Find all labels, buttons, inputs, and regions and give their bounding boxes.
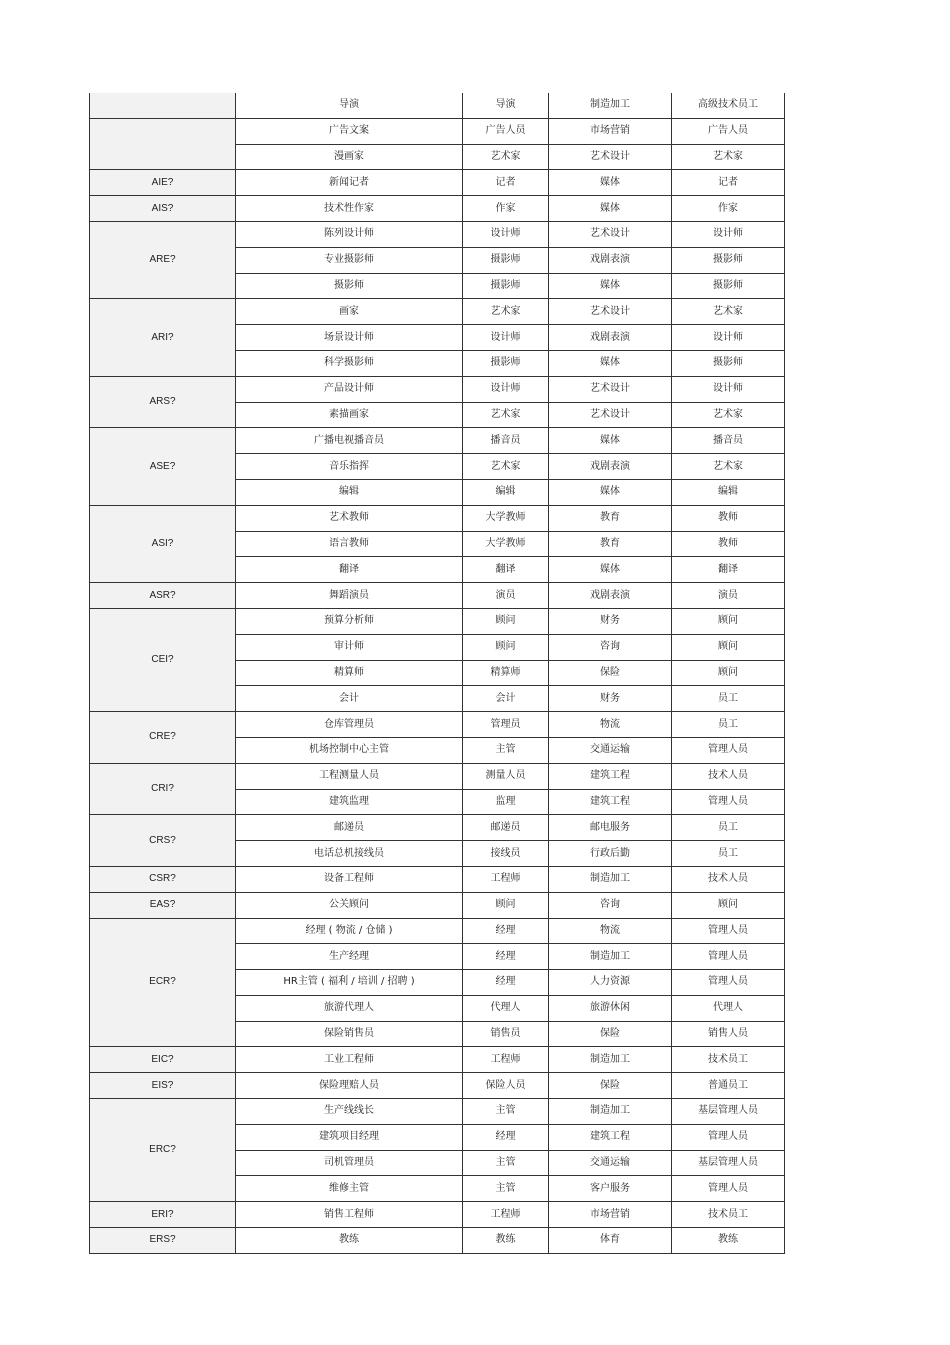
level-cell: 艺术家	[672, 402, 785, 428]
job-title-cell: 邮递员	[236, 815, 463, 841]
job-title-cell: 电话总机接线员	[236, 841, 463, 867]
industry-cell: 媒体	[549, 273, 672, 299]
industry-cell: 建筑工程	[549, 1124, 672, 1150]
level-cell: 技术员工	[672, 1202, 785, 1228]
industry-cell: 媒体	[549, 479, 672, 505]
industry-cell: 建筑工程	[549, 789, 672, 815]
level-cell: 设计师	[672, 376, 785, 402]
position-cell: 经理	[463, 970, 549, 996]
holland-code-cell: CRS?	[90, 815, 236, 867]
level-cell: 设计师	[672, 221, 785, 247]
position-cell: 销售员	[463, 1021, 549, 1047]
level-cell: 普通员工	[672, 1073, 785, 1099]
industry-cell: 物流	[549, 918, 672, 944]
holland-code-cell: AIE?	[90, 170, 236, 196]
position-cell: 经理	[463, 944, 549, 970]
job-title-cell: 生产经理	[236, 944, 463, 970]
job-title-cell: 艺术教师	[236, 505, 463, 531]
job-title-cell: HR主管 ( 福利 / 培训 / 招聘 )	[236, 970, 463, 996]
table-row	[90, 196, 785, 222]
holland-code-cell: CRE?	[90, 712, 236, 764]
industry-cell: 媒体	[549, 557, 672, 583]
industry-cell: 财务	[549, 686, 672, 712]
job-title-cell: 经理 ( 物流 / 仓储 )	[236, 918, 463, 944]
industry-cell: 人力资源	[549, 970, 672, 996]
table-row	[90, 608, 785, 634]
table-row	[90, 505, 785, 531]
level-cell: 作家	[672, 196, 785, 222]
industry-cell: 媒体	[549, 428, 672, 454]
holland-code-cell: EAS?	[90, 892, 236, 918]
level-cell: 基层管理人员	[672, 1099, 785, 1125]
industry-cell: 教育	[549, 531, 672, 557]
level-cell: 管理人员	[672, 737, 785, 763]
job-title-cell: 工程测量人员	[236, 763, 463, 789]
job-title-cell: 旅游代理人	[236, 995, 463, 1021]
table-row	[90, 118, 785, 144]
level-cell: 演员	[672, 583, 785, 609]
position-cell: 工程师	[463, 1202, 549, 1228]
level-cell: 技术人员	[672, 763, 785, 789]
job-title-cell: 保险理赔人员	[236, 1073, 463, 1099]
level-cell: 顾问	[672, 608, 785, 634]
position-cell: 顾问	[463, 892, 549, 918]
holland-code-cell: ASE?	[90, 428, 236, 505]
holland-code-cell	[90, 118, 236, 170]
holland-code-cell: EIS?	[90, 1073, 236, 1099]
position-cell: 设计师	[463, 376, 549, 402]
level-cell: 高级技术员工	[672, 93, 785, 118]
job-title-cell: 机场控制中心主管	[236, 737, 463, 763]
industry-cell: 交通运输	[549, 737, 672, 763]
level-cell: 顾问	[672, 892, 785, 918]
level-cell: 销售人员	[672, 1021, 785, 1047]
level-cell: 播音员	[672, 428, 785, 454]
level-cell: 顾问	[672, 660, 785, 686]
industry-cell: 艺术设计	[549, 221, 672, 247]
job-title-cell: 公关顾问	[236, 892, 463, 918]
position-cell: 摄影师	[463, 273, 549, 299]
job-title-cell: 仓库管理员	[236, 712, 463, 738]
industry-cell: 物流	[549, 712, 672, 738]
industry-cell: 行政后勤	[549, 841, 672, 867]
holland-code-cell: ASR?	[90, 583, 236, 609]
position-cell: 设计师	[463, 325, 549, 351]
industry-cell: 保险	[549, 1073, 672, 1099]
job-title-cell: 语言教师	[236, 531, 463, 557]
table-row	[90, 428, 785, 454]
position-cell: 播音员	[463, 428, 549, 454]
position-cell: 会计	[463, 686, 549, 712]
table-row	[90, 712, 785, 738]
industry-cell: 制造加工	[549, 866, 672, 892]
table-row	[90, 1073, 785, 1099]
holland-code-cell: AIS?	[90, 196, 236, 222]
industry-cell: 教育	[549, 505, 672, 531]
job-title-cell: 音乐指挥	[236, 454, 463, 480]
job-title-cell: 场景设计师	[236, 325, 463, 351]
position-cell: 艺术家	[463, 454, 549, 480]
industry-cell: 制造加工	[549, 944, 672, 970]
industry-cell: 财务	[549, 608, 672, 634]
industry-cell: 邮电服务	[549, 815, 672, 841]
table-row	[90, 1047, 785, 1073]
job-title-cell: 导演	[236, 93, 463, 118]
position-cell: 顾问	[463, 634, 549, 660]
position-cell: 艺术家	[463, 299, 549, 325]
position-cell: 工程师	[463, 1047, 549, 1073]
industry-cell: 建筑工程	[549, 763, 672, 789]
industry-cell: 保险	[549, 1021, 672, 1047]
industry-cell: 戏剧表演	[549, 454, 672, 480]
level-cell: 艺术家	[672, 299, 785, 325]
table-row	[90, 892, 785, 918]
job-title-cell: 广告文案	[236, 118, 463, 144]
table-row	[90, 170, 785, 196]
job-title-cell: 预算分析师	[236, 608, 463, 634]
position-cell: 设计师	[463, 221, 549, 247]
level-cell: 员工	[672, 815, 785, 841]
industry-cell: 保险	[549, 660, 672, 686]
table-row	[90, 583, 785, 609]
holland-code-cell: ERC?	[90, 1099, 236, 1202]
job-title-cell: 科学摄影师	[236, 350, 463, 376]
industry-cell: 戏剧表演	[549, 325, 672, 351]
job-title-cell: 摄影师	[236, 273, 463, 299]
position-cell: 主管	[463, 1099, 549, 1125]
table-row	[90, 1099, 785, 1125]
job-title-cell: 建筑监理	[236, 789, 463, 815]
holland-code-cell: ARS?	[90, 376, 236, 428]
position-cell: 教练	[463, 1228, 549, 1254]
holland-code-cell: EIC?	[90, 1047, 236, 1073]
table-row	[90, 93, 785, 118]
level-cell: 管理人员	[672, 918, 785, 944]
holland-code-cell: CEI?	[90, 608, 236, 711]
level-cell: 技术员工	[672, 1047, 785, 1073]
position-cell: 记者	[463, 170, 549, 196]
level-cell: 管理人员	[672, 789, 785, 815]
industry-cell: 市场营销	[549, 1202, 672, 1228]
table-row	[90, 763, 785, 789]
industry-cell: 客户服务	[549, 1176, 672, 1202]
job-title-cell: 设备工程师	[236, 866, 463, 892]
level-cell: 员工	[672, 841, 785, 867]
position-cell: 导演	[463, 93, 549, 118]
level-cell: 广告人员	[672, 118, 785, 144]
job-title-cell: 广播电视播音员	[236, 428, 463, 454]
industry-cell: 媒体	[549, 170, 672, 196]
job-title-cell: 销售工程师	[236, 1202, 463, 1228]
position-cell: 编辑	[463, 479, 549, 505]
holland-code-cell: CRI?	[90, 763, 236, 815]
holland-code-cell: ECR?	[90, 918, 236, 1047]
level-cell: 摄影师	[672, 273, 785, 299]
career-table-body	[90, 93, 785, 1253]
position-cell: 接线员	[463, 841, 549, 867]
level-cell: 管理人员	[672, 944, 785, 970]
position-cell: 翻译	[463, 557, 549, 583]
job-title-cell: 翻译	[236, 557, 463, 583]
job-title-cell: 技术性作家	[236, 196, 463, 222]
level-cell: 教师	[672, 505, 785, 531]
table-row	[90, 918, 785, 944]
job-title-cell: 维修主管	[236, 1176, 463, 1202]
level-cell: 员工	[672, 712, 785, 738]
job-title-cell: 舞蹈演员	[236, 583, 463, 609]
industry-cell: 艺术设计	[549, 376, 672, 402]
level-cell: 教练	[672, 1228, 785, 1254]
holland-code-cell: ERI?	[90, 1202, 236, 1228]
level-cell: 顾问	[672, 634, 785, 660]
job-title-cell: 审计师	[236, 634, 463, 660]
table-row	[90, 221, 785, 247]
industry-cell: 艺术设计	[549, 402, 672, 428]
position-cell: 主管	[463, 737, 549, 763]
level-cell: 摄影师	[672, 350, 785, 376]
level-cell: 设计师	[672, 325, 785, 351]
level-cell: 艺术家	[672, 144, 785, 170]
level-cell: 摄影师	[672, 247, 785, 273]
level-cell: 代理人	[672, 995, 785, 1021]
industry-cell: 戏剧表演	[549, 247, 672, 273]
level-cell: 员工	[672, 686, 785, 712]
position-cell: 艺术家	[463, 402, 549, 428]
level-cell: 基层管理人员	[672, 1150, 785, 1176]
job-title-cell: 教练	[236, 1228, 463, 1254]
position-cell: 管理员	[463, 712, 549, 738]
table-row	[90, 1202, 785, 1228]
job-title-cell: 新闻记者	[236, 170, 463, 196]
holland-code-cell	[90, 93, 236, 118]
position-cell: 监理	[463, 789, 549, 815]
level-cell: 记者	[672, 170, 785, 196]
position-cell: 经理	[463, 918, 549, 944]
level-cell: 艺术家	[672, 454, 785, 480]
industry-cell: 市场营销	[549, 118, 672, 144]
level-cell: 翻译	[672, 557, 785, 583]
position-cell: 精算师	[463, 660, 549, 686]
position-cell: 大学教师	[463, 505, 549, 531]
job-title-cell: 精算师	[236, 660, 463, 686]
table-row	[90, 376, 785, 402]
job-title-cell: 画家	[236, 299, 463, 325]
industry-cell: 咨询	[549, 634, 672, 660]
position-cell: 大学教师	[463, 531, 549, 557]
position-cell: 摄影师	[463, 350, 549, 376]
industry-cell: 艺术设计	[549, 144, 672, 170]
position-cell: 摄影师	[463, 247, 549, 273]
job-title-cell: 建筑项目经理	[236, 1124, 463, 1150]
job-title-cell: 保险销售员	[236, 1021, 463, 1047]
level-cell: 编辑	[672, 479, 785, 505]
position-cell: 保险人员	[463, 1073, 549, 1099]
holland-code-cell: ARI?	[90, 299, 236, 376]
position-cell: 作家	[463, 196, 549, 222]
industry-cell: 制造加工	[549, 93, 672, 118]
holland-code-cell: ARE?	[90, 221, 236, 298]
table-row	[90, 299, 785, 325]
table-row	[90, 815, 785, 841]
holland-code-cell: CSR?	[90, 866, 236, 892]
industry-cell: 制造加工	[549, 1099, 672, 1125]
industry-cell: 体育	[549, 1228, 672, 1254]
position-cell: 广告人员	[463, 118, 549, 144]
industry-cell: 艺术设计	[549, 299, 672, 325]
position-cell: 邮递员	[463, 815, 549, 841]
position-cell: 代理人	[463, 995, 549, 1021]
industry-cell: 媒体	[549, 196, 672, 222]
position-cell: 主管	[463, 1176, 549, 1202]
level-cell: 教师	[672, 531, 785, 557]
job-title-cell: 司机管理员	[236, 1150, 463, 1176]
career-table	[89, 93, 785, 1254]
position-cell: 工程师	[463, 866, 549, 892]
position-cell: 经理	[463, 1124, 549, 1150]
table-row	[90, 1228, 785, 1254]
job-title-cell: 会计	[236, 686, 463, 712]
industry-cell: 媒体	[549, 350, 672, 376]
table-row	[90, 866, 785, 892]
position-cell: 演员	[463, 583, 549, 609]
holland-code-cell: ERS?	[90, 1228, 236, 1254]
industry-cell: 咨询	[549, 892, 672, 918]
job-title-cell: 生产线线长	[236, 1099, 463, 1125]
level-cell: 管理人员	[672, 970, 785, 996]
job-title-cell: 素描画家	[236, 402, 463, 428]
holland-code-cell: ASI?	[90, 505, 236, 582]
job-title-cell: 陈列设计师	[236, 221, 463, 247]
level-cell: 管理人员	[672, 1124, 785, 1150]
job-title-cell: 专业摄影师	[236, 247, 463, 273]
job-title-cell: 漫画家	[236, 144, 463, 170]
industry-cell: 制造加工	[549, 1047, 672, 1073]
level-cell: 管理人员	[672, 1176, 785, 1202]
industry-cell: 交通运输	[549, 1150, 672, 1176]
position-cell: 艺术家	[463, 144, 549, 170]
position-cell: 测量人员	[463, 763, 549, 789]
position-cell: 顾问	[463, 608, 549, 634]
position-cell: 主管	[463, 1150, 549, 1176]
industry-cell: 戏剧表演	[549, 583, 672, 609]
industry-cell: 旅游休闲	[549, 995, 672, 1021]
level-cell: 技术人员	[672, 866, 785, 892]
job-title-cell: 编辑	[236, 479, 463, 505]
job-title-cell: 产品设计师	[236, 376, 463, 402]
job-title-cell: 工业工程师	[236, 1047, 463, 1073]
